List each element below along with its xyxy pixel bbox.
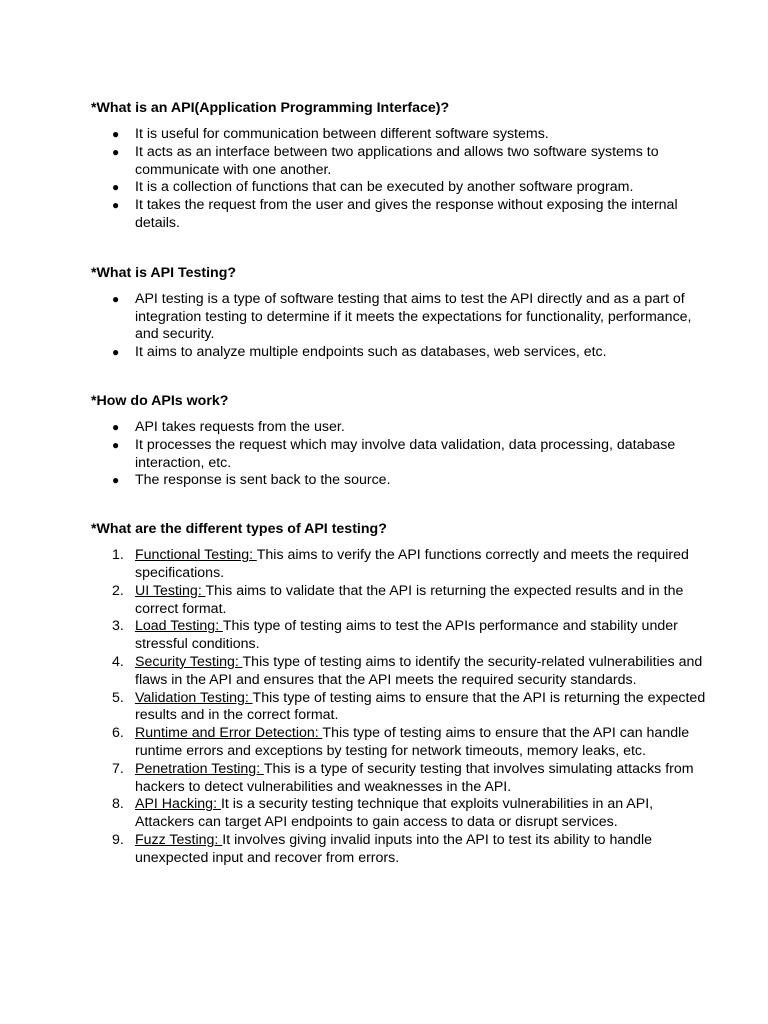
list-item (91, 796, 708, 832)
list-item (91, 419, 708, 437)
term-label: Runtime and Error Detection: (135, 725, 323, 742)
section-what-is-api (91, 100, 708, 233)
list-number: 8. (112, 796, 124, 813)
list-item-text: It aims to analyze multiple endpoints such as databases, web services, etc. (135, 344, 607, 361)
list-item-text: This is a type of security testing that involves simulating attacks from hackers to detect vulnerabilities and weaknesses in the API. (135, 760, 694, 795)
numbered-list (91, 547, 708, 867)
term-label: Validation Testing: (135, 689, 253, 706)
bullet-icon: ● (112, 180, 120, 195)
list-item-text: It involves giving invalid inputs into the API to test its ability to handle unexpected input and recover from errors. (135, 831, 653, 866)
section-heading: *What are the different types of API testing? (91, 521, 387, 538)
list-item-text: This aims to validate that the API is returning the expected results and in the correct format. (135, 582, 684, 617)
term-label: Fuzz Testing: (135, 831, 223, 848)
bullet-icon: ● (112, 144, 120, 159)
list-item-text: API takes requests from the user. (135, 418, 345, 435)
list-number: 5. (112, 689, 124, 706)
list-item-text: It is useful for communication between different software systems. (135, 126, 549, 142)
list-item (91, 197, 708, 233)
section-api-testing (91, 265, 708, 362)
term-label: Functional Testing: (135, 547, 257, 564)
term-label: API Hacking: (135, 796, 221, 813)
list-item (91, 654, 708, 690)
list-number: 6. (112, 725, 124, 742)
list-number: 7. (112, 760, 124, 777)
list-item-text: This type of testing aims to ensure that the API is returning the expected results and in the correct format. (135, 689, 706, 724)
list-item (91, 437, 708, 473)
bullet-list (91, 419, 708, 490)
list-item (91, 583, 708, 619)
term-label: Load Testing: (135, 618, 223, 635)
list-item (91, 472, 708, 490)
list-item-text: This type of testing aims to identify the security-related vulnerabilities and flaws in the API and ensures that the API meets the required security standards. (135, 653, 703, 688)
bullet-icon: ● (112, 345, 120, 360)
list-item (91, 690, 708, 726)
list-number: 4. (112, 653, 124, 670)
bullet-list (91, 126, 708, 233)
section-heading: *What is API Testing? (91, 264, 237, 281)
bullet-list (91, 291, 708, 362)
list-item-text: It is a security testing technique that exploits vulnerabilities in an API, Attackers can target API endpoints to gain access to data or disrupt services. (135, 796, 654, 831)
bullet-icon: ● (112, 437, 120, 452)
list-item (91, 291, 708, 344)
list-item (91, 547, 708, 583)
list-item (91, 725, 708, 761)
list-item-text: The response is sent back to the source. (135, 472, 391, 489)
list-item (91, 761, 708, 797)
bullet-icon: ● (112, 198, 120, 213)
list-item-text: This type of testing aims to ensure that the API can handle runtime errors and exceptions by testing for network timeouts, memory leaks, etc. (135, 725, 690, 759)
section-heading: *How do APIs work? (91, 392, 229, 409)
bullet-icon: ● (112, 419, 120, 434)
term-label: Penetration Testing: (135, 760, 264, 777)
list-item-text: It is a collection of functions that can be executed by another software program. (135, 179, 634, 196)
list-number: 2. (112, 582, 124, 599)
bullet-icon: ● (112, 473, 120, 488)
term-label: Security Testing: (135, 653, 243, 670)
list-item-text: It takes the request from the user and gives the response without exposing the internal details. (135, 197, 678, 231)
list-item-text: It acts as an interface between two applications and allows two software systems to communicate with one another. (135, 143, 659, 178)
list-item (91, 179, 708, 197)
list-item-text: API testing is a type of software testing that aims to test the API directly and as a part of integration testing to determine if it meets the expectations for functionality, performance, and security. (135, 290, 692, 343)
bullet-icon: ● (112, 127, 120, 141)
list-number: 1. (112, 547, 124, 564)
list-number: 9. (112, 831, 124, 848)
section-how-apis-work (91, 393, 708, 490)
list-item (91, 144, 708, 180)
list-item (91, 344, 708, 362)
list-item-text: This type of testing aims to test the APIs performance and stability under stressful conditions. (135, 618, 678, 653)
list-number: 3. (112, 618, 124, 635)
list-item-text: This aims to verify the API functions correctly and meets the required specifications. (135, 547, 689, 581)
list-item (91, 618, 708, 654)
section-heading: *What is an API(Application Programming Interface)? (91, 100, 450, 116)
list-item-text: It processes the request which may involve data validation, data processing, database interaction, etc. (135, 436, 676, 471)
list-item (91, 126, 708, 144)
term-label: UI Testing: (135, 582, 206, 599)
section-types-of-api-testing (91, 521, 708, 867)
list-item (91, 832, 708, 868)
bullet-icon: ● (112, 291, 120, 306)
